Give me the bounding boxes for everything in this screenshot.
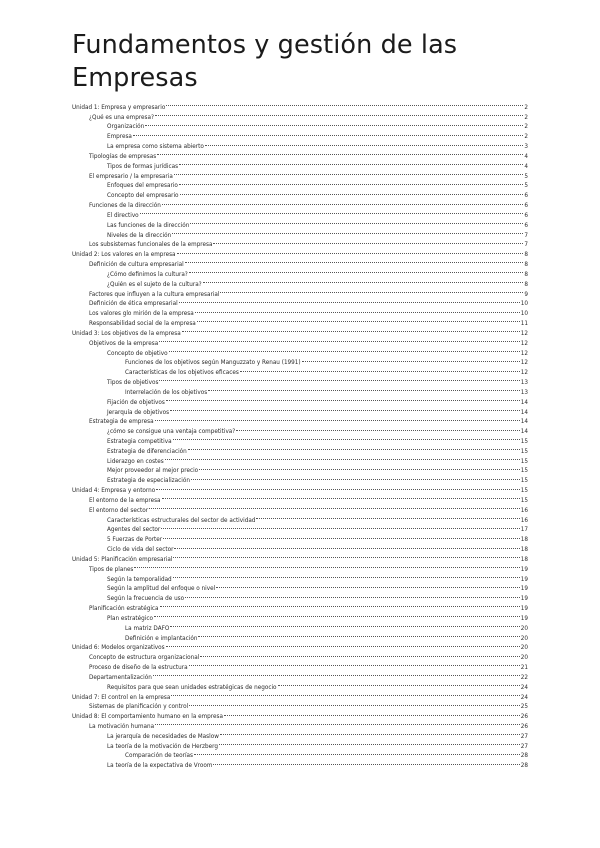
toc-entry-title: Unidad 1: Empresa y empresario bbox=[72, 104, 166, 111]
toc-dot-leader bbox=[179, 158, 523, 168]
toc-entry-title: Liderazgo en costes bbox=[107, 458, 164, 465]
toc-entry-page-number: 26 bbox=[520, 714, 528, 721]
toc-dot-leader bbox=[155, 414, 520, 424]
toc-entry-page-number: 19 bbox=[520, 586, 528, 593]
toc-dot-leader bbox=[199, 463, 520, 473]
toc-entry-title: Enfoques del empresario bbox=[107, 183, 178, 190]
toc-entry-title: Según la frecuencia de uso bbox=[107, 596, 185, 603]
toc-entry-page-number: 2 bbox=[524, 124, 528, 131]
toc-entry-title: Mejor proveedor al mejor precio bbox=[107, 468, 199, 475]
toc-entry-page-number: 12 bbox=[520, 370, 528, 377]
toc-entry-title: Jerarquía de objetivos bbox=[107, 409, 170, 416]
toc-entry-title: Objetivos de la empresa bbox=[89, 340, 159, 347]
toc-entry-title: La teoría de la motivación de Herzberg bbox=[107, 743, 218, 750]
toc-entry-page-number: 6 bbox=[524, 193, 528, 200]
toc-dot-leader bbox=[166, 640, 520, 650]
toc-entry[interactable] bbox=[72, 128, 528, 141]
toc-entry-title: Niveles de la dirección bbox=[107, 232, 172, 239]
toc-dot-leader bbox=[140, 207, 524, 217]
toc-entry-page-number: 18 bbox=[520, 556, 528, 563]
toc-dot-leader bbox=[155, 109, 523, 119]
toc-dot-leader bbox=[173, 571, 520, 581]
toc-entry-title: Interrelación de los objetivos bbox=[125, 389, 208, 396]
toc-entry[interactable] bbox=[72, 99, 528, 109]
toc-entry-page-number: 16 bbox=[520, 507, 528, 514]
toc-entry-page-number: 24 bbox=[520, 694, 528, 701]
toc-dot-leader bbox=[155, 718, 520, 728]
toc-entry-page-number: 27 bbox=[520, 743, 528, 750]
toc-dot-leader bbox=[160, 600, 520, 610]
toc-entry-page-number: 20 bbox=[520, 655, 528, 662]
toc-entry-title: Concepto de estructura organizacional bbox=[89, 655, 200, 662]
toc-entry-title: Funciones de los objetivos según Manguzzato y Renau (1991) bbox=[125, 360, 301, 367]
toc-entry-title: Tipos de formas jurídicas bbox=[107, 163, 179, 170]
toc-dot-leader bbox=[220, 728, 520, 738]
toc-dot-leader bbox=[170, 620, 519, 630]
toc-dot-leader bbox=[179, 178, 524, 188]
toc-entry-page-number: 2 bbox=[524, 104, 528, 111]
toc-entry-page-number: 3 bbox=[524, 144, 528, 151]
toc-entry-title: Estrategia de especialización bbox=[107, 478, 190, 485]
toc-entry[interactable] bbox=[72, 207, 528, 217]
toc-entry-title: ¿Cómo definimos la cultura? bbox=[107, 271, 188, 278]
toc-entry-title: Concepto del empresario bbox=[107, 193, 179, 200]
toc-dot-leader bbox=[195, 305, 520, 315]
toc-dot-leader bbox=[174, 168, 524, 178]
toc-entry-page-number: 27 bbox=[520, 733, 528, 740]
toc-dot-leader bbox=[133, 128, 523, 138]
toc-dot-leader bbox=[166, 99, 523, 109]
toc-entry-page-number: 18 bbox=[520, 547, 528, 554]
toc-entry-page-number: 10 bbox=[520, 301, 528, 308]
document-title: Fundamentos y gestión de las Empresas bbox=[72, 30, 458, 93]
toc-entry-page-number: 19 bbox=[520, 576, 528, 583]
toc-entry[interactable] bbox=[72, 217, 528, 227]
toc-dot-leader bbox=[205, 138, 524, 148]
toc-dot-leader bbox=[174, 541, 519, 551]
toc-entry-page-number: 5 bbox=[524, 173, 528, 180]
toc-entry-title: Responsabilidad social de la empresa bbox=[89, 321, 196, 328]
toc-entry-page-number: 15 bbox=[520, 468, 528, 475]
toc-entry-page-number: 28 bbox=[520, 763, 528, 770]
toc-dot-leader bbox=[165, 453, 520, 463]
toc-entry[interactable] bbox=[72, 138, 528, 151]
toc-dot-leader bbox=[157, 148, 523, 158]
toc-entry-page-number: 26 bbox=[520, 724, 528, 730]
toc-dot-leader bbox=[203, 276, 524, 286]
toc-dot-leader bbox=[189, 266, 524, 276]
toc-entry-page-number: 14 bbox=[520, 409, 528, 416]
toc-entry-title: Agentes del sector bbox=[107, 527, 161, 534]
toc-entry-page-number: 19 bbox=[520, 606, 528, 613]
toc-entry-title: Fijación de objetivos bbox=[107, 399, 165, 406]
toc-dot-leader bbox=[256, 512, 519, 522]
toc-entry-title: Unidad 4: Empresa y entorno bbox=[72, 488, 156, 495]
toc-entry-page-number: 5 bbox=[524, 183, 528, 190]
toc-entry-page-number: 15 bbox=[520, 448, 528, 455]
toc-entry-title: Estrategia de diferenciación bbox=[107, 448, 187, 455]
toc-dot-leader bbox=[185, 256, 524, 266]
toc-entry-page-number: 15 bbox=[520, 478, 528, 485]
toc-dot-leader bbox=[189, 699, 520, 709]
toc-entry-title: Unidad 8: El comportamiento humano en la empresa bbox=[72, 714, 223, 721]
toc-dot-leader bbox=[219, 738, 520, 748]
toc-dot-leader bbox=[191, 472, 520, 482]
toc-entry-page-number: 17 bbox=[520, 527, 528, 534]
toc-dot-leader bbox=[189, 659, 520, 669]
toc-dot-leader bbox=[197, 315, 520, 325]
toc-entry-title: Características de los objetivos eficaces bbox=[125, 370, 239, 377]
toc-dot-leader bbox=[194, 748, 520, 758]
toc-entry-title: El entorno de la empresa bbox=[89, 497, 161, 504]
toc-dot-leader bbox=[169, 345, 520, 355]
toc-entry-title: Planificación estratégica bbox=[89, 606, 159, 613]
toc-dot-leader bbox=[159, 374, 519, 384]
toc-dot-leader bbox=[198, 630, 519, 640]
toc-entry-title: Factores que influyen a la cultura empresarial bbox=[89, 291, 220, 298]
toc-entry-page-number: 7 bbox=[524, 232, 528, 239]
toc-entry-page-number: 24 bbox=[520, 684, 528, 691]
toc-entry-page-number: 8 bbox=[524, 281, 528, 288]
toc-entry-page-number: 22 bbox=[520, 674, 528, 681]
toc-entry-page-number: 10 bbox=[520, 311, 528, 318]
toc-dot-leader bbox=[188, 443, 520, 453]
toc-entry-title: Según la amplitud del enfoque o nivel bbox=[107, 586, 216, 593]
toc-entry-title: Según la temporalidad bbox=[107, 576, 172, 583]
toc-dot-leader bbox=[185, 590, 520, 600]
toc-dot-leader bbox=[171, 689, 519, 699]
toc-entry-title: Tipos de planes bbox=[89, 566, 134, 573]
toc-entry-title: Concepto de objetivo bbox=[107, 350, 168, 357]
toc-dot-leader bbox=[173, 433, 520, 443]
toc-dot-leader bbox=[179, 296, 520, 306]
toc-entry-page-number: 20 bbox=[520, 645, 528, 652]
toc-dot-leader bbox=[224, 708, 520, 718]
toc-entry-page-number: 15 bbox=[520, 497, 528, 504]
toc-dot-leader bbox=[172, 227, 523, 237]
toc-entry-title: Ciclo de vida del sector bbox=[107, 547, 174, 554]
toc-entry-title: Sistemas de planificación y control bbox=[89, 704, 189, 711]
toc-entry-page-number: 12 bbox=[520, 340, 528, 347]
toc-dot-leader bbox=[180, 187, 524, 197]
toc-entry-title: ¿cómo se consigue una ventaja competitiva? bbox=[107, 429, 236, 436]
toc-entry-title: Empresa bbox=[107, 134, 132, 141]
toc-entry-title: Características estructurales del sector de actividad bbox=[107, 517, 256, 524]
toc-entry-title: La matriz DAFO bbox=[125, 625, 170, 632]
toc-entry-title: Unidad 2: Los valores en la empresa bbox=[72, 252, 176, 259]
toc-dot-leader bbox=[162, 197, 524, 207]
toc-dot-leader bbox=[159, 335, 520, 345]
toc-entry-title: ¿Qué es una empresa? bbox=[89, 114, 155, 121]
toc-entry-title: Proceso de diseño de la estructura bbox=[89, 665, 188, 672]
toc-dot-leader bbox=[134, 561, 519, 571]
toc-dot-leader bbox=[182, 325, 520, 335]
toc-entry-page-number: 6 bbox=[524, 222, 528, 229]
toc-entry-page-number: 28 bbox=[520, 753, 528, 760]
toc-entry-title: Definición de ética empresarial bbox=[89, 301, 178, 308]
toc-entry-title: Definición e implantación bbox=[125, 635, 198, 642]
toc-entry-title: Requisitos para que sean unidades estratégicas de negocio bbox=[107, 684, 277, 691]
toc-entry-page-number: 13 bbox=[520, 380, 528, 387]
toc-entry-title: Departamentalización bbox=[89, 674, 152, 681]
toc-dot-leader bbox=[213, 237, 523, 247]
toc-entry-page-number: 14 bbox=[520, 429, 528, 436]
toc-dot-leader bbox=[161, 522, 520, 532]
toc-entry-title: Unidad 3: Los objetivos de la empresa bbox=[72, 330, 181, 337]
toc-entry[interactable] bbox=[72, 561, 528, 571]
toc-entry-title: Organización bbox=[107, 124, 145, 131]
toc-dot-leader bbox=[162, 492, 520, 502]
toc-entry-page-number: 15 bbox=[520, 438, 528, 445]
toc-entry-title: Los subsistemas funcionales de la empresa bbox=[89, 242, 213, 249]
toc-dot-leader bbox=[173, 551, 519, 561]
toc-entry-title: El empresario / la empresaria bbox=[89, 173, 173, 180]
toc-entry-page-number: 15 bbox=[520, 488, 528, 495]
toc-entry-page-number: 8 bbox=[524, 262, 528, 269]
toc-entry-title: ¿Quién es el sujeto de la cultura? bbox=[107, 281, 202, 288]
toc-entry-title: La teoría de la expectativa de Vroom bbox=[107, 763, 213, 770]
toc-entry-page-number: 14 bbox=[520, 399, 528, 406]
toc-entry-page-number: 18 bbox=[520, 537, 528, 544]
toc-entry-title: Estrategia competitiva bbox=[107, 438, 172, 445]
toc-entry-page-number: 2 bbox=[524, 114, 528, 121]
toc-entry-page-number: 19 bbox=[520, 615, 528, 622]
toc-entry-page-number: 20 bbox=[520, 625, 528, 632]
toc-entry-page-number: 8 bbox=[524, 271, 528, 278]
toc-dot-leader bbox=[170, 404, 520, 414]
toc-dot-leader bbox=[154, 610, 520, 620]
toc-dot-leader bbox=[156, 482, 520, 492]
toc-entry-page-number: 6 bbox=[524, 212, 528, 219]
toc-entry[interactable] bbox=[72, 571, 528, 581]
toc-entry-page-number: 25 bbox=[520, 704, 528, 711]
toc-entry-title: Unidad 7: El control en la empresa bbox=[72, 694, 171, 701]
toc-entry-title: El directivo bbox=[107, 212, 139, 219]
toc-entry-title: Definición de cultura empresarial bbox=[89, 262, 184, 269]
toc-dot-leader bbox=[208, 384, 520, 394]
toc-dot-leader bbox=[153, 669, 520, 679]
toc-entry-page-number: 11 bbox=[520, 321, 528, 328]
toc-entry-page-number: 21 bbox=[520, 665, 528, 672]
toc-entry-title: Las funciones de la dirección bbox=[107, 222, 190, 229]
toc-dot-leader bbox=[220, 286, 523, 296]
toc-entry-title: Los valores glo mirión de la empresa bbox=[89, 311, 194, 318]
toc-dot-leader bbox=[213, 757, 519, 767]
toc-entry-page-number: 16 bbox=[520, 517, 528, 524]
toc-entry-page-number: 13 bbox=[520, 389, 528, 396]
toc-entry-page-number: 19 bbox=[520, 596, 528, 603]
toc-entry-page-number: 20 bbox=[520, 635, 528, 642]
toc-dot-leader bbox=[190, 217, 523, 227]
toc-dot-leader bbox=[200, 649, 519, 659]
toc-entry-page-number: 7 bbox=[524, 242, 528, 249]
toc-entry-page-number: 9 bbox=[524, 291, 528, 298]
toc-entry-title: La jerarquía de necesidades de Maslow bbox=[107, 733, 219, 740]
toc-entry-title: La empresa como sistema abierto bbox=[107, 144, 204, 151]
toc-entry-page-number: 12 bbox=[520, 330, 528, 337]
toc-entry-page-number: 12 bbox=[520, 360, 528, 367]
toc-entry-title: Unidad 6: Modelos organizativos bbox=[72, 645, 165, 652]
toc-entry-title: Estrategia de empresa bbox=[89, 419, 154, 426]
toc-dot-leader bbox=[302, 355, 520, 365]
toc-entry-title: La motivación humana bbox=[89, 724, 155, 730]
toc-dot-leader bbox=[278, 679, 520, 689]
toc-dot-leader bbox=[163, 531, 520, 541]
toc-entry-title: Unidad 5: Planificación empresarial bbox=[72, 556, 173, 563]
toc-dot-leader bbox=[177, 246, 524, 256]
toc-entry-page-number: 6 bbox=[524, 203, 528, 210]
toc-entry-page-number: 19 bbox=[520, 566, 528, 573]
toc-dot-leader bbox=[216, 581, 520, 591]
toc-entry-page-number: 8 bbox=[524, 252, 528, 259]
toc-entry-title: El entorno del sector bbox=[89, 507, 149, 514]
toc-entry-title: Plan estratégico bbox=[107, 615, 153, 622]
toc-entry-title: Comparación de teorías bbox=[125, 753, 194, 760]
toc-dot-leader bbox=[166, 394, 520, 404]
toc-entry-page-number: 2 bbox=[524, 134, 528, 141]
toc-entry-page-number: 14 bbox=[520, 419, 528, 426]
toc-entry-page-number: 4 bbox=[524, 153, 528, 160]
toc-entry-title: Funciones de la dirección bbox=[89, 203, 161, 210]
toc-entry-title: Tipologías de empresas bbox=[89, 153, 157, 160]
toc-dot-leader bbox=[240, 364, 520, 374]
toc-dot-leader bbox=[145, 119, 523, 129]
table-of-contents bbox=[72, 99, 528, 770]
toc-entry-title: 5 Fuerzas de Porter bbox=[107, 537, 163, 544]
toc-dot-leader bbox=[149, 502, 520, 512]
toc-entry-page-number: 4 bbox=[524, 163, 528, 170]
toc-dot-leader bbox=[236, 423, 519, 433]
toc-entry-page-number: 12 bbox=[520, 350, 528, 357]
toc-entry-title: Tipos de objetivos bbox=[107, 380, 159, 387]
toc-entry-page-number: 15 bbox=[520, 458, 528, 465]
